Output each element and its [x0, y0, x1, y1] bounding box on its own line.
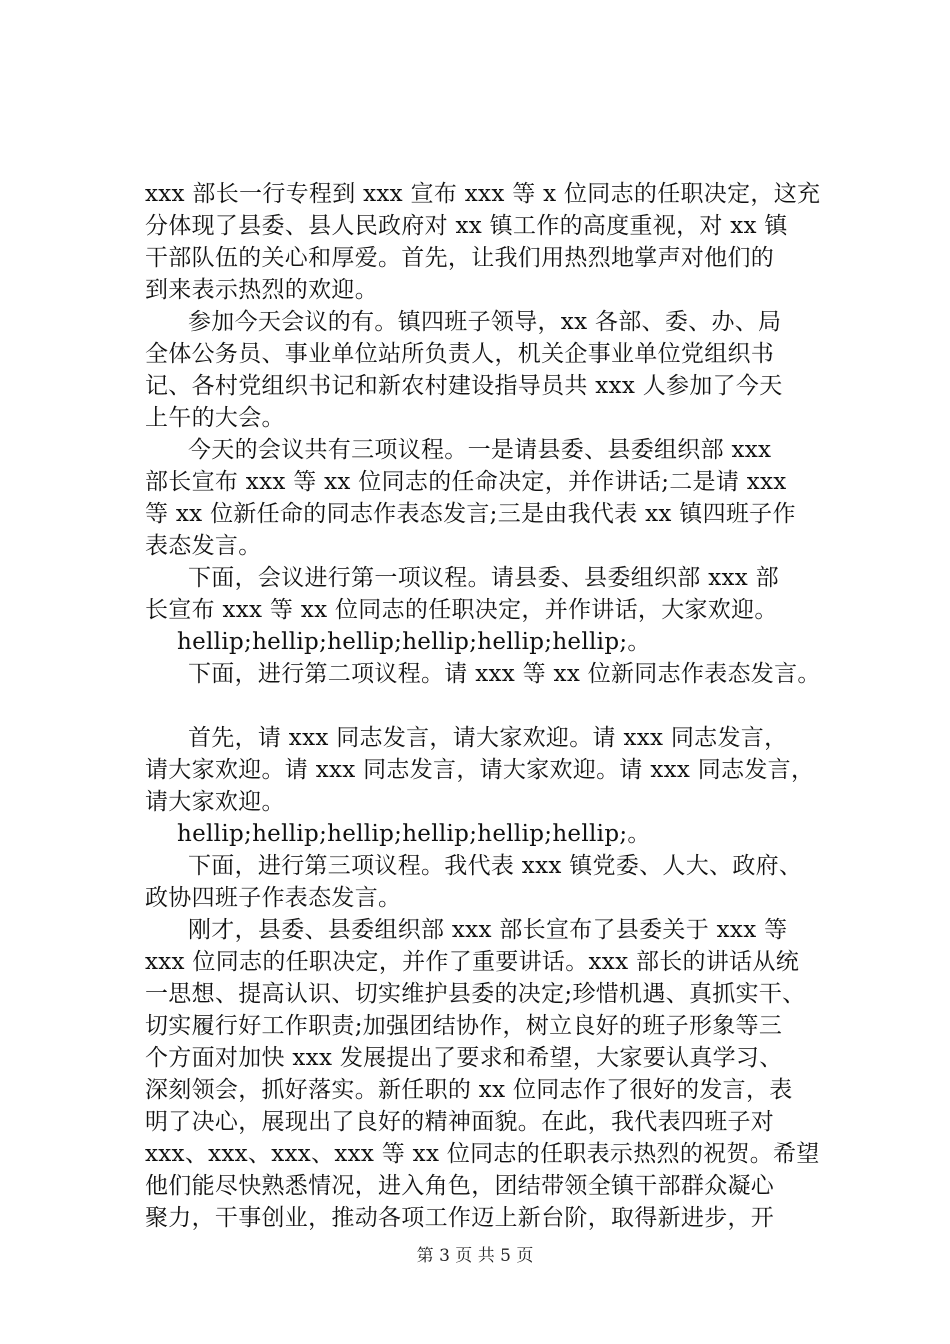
text-line: 上午的大会。 [145, 405, 285, 431]
text-line: 一思想、提高认识、切实维护县委的决定;珍惜机遇、真抓实干、 [145, 981, 806, 1007]
text-line: hellip;hellip;hellip;hellip;hellip;hellip;。 [177, 821, 651, 847]
text-line: 聚力，干事创业，推动各项工作迈上新台阶，取得新进步，开 [145, 1205, 775, 1231]
text-line: 全体公务员、事业单位站所负责人，机关企事业单位党组织书 [145, 341, 775, 367]
text-line: 部长宣布 xxx 等 xx 位同志的任命决定，并作讲话;二是请 xxx [145, 469, 787, 495]
text-line: 下面，会议进行第一项议程。请县委、县委组织部 xxx 部 [188, 565, 779, 591]
text-line: 干部队伍的关心和厚爱。首先，让我们用热烈地掌声对他们的 [145, 245, 775, 271]
text-line: 下面，进行第二项议程。请 xxx 等 xx 位新同志作表态发言。 [188, 661, 821, 687]
text-line: 请大家欢迎。请 xxx 同志发言，请大家欢迎。请 xxx 同志发言， [145, 757, 815, 783]
text-line: 明了决心，展现出了良好的精神面貌。在此，我代表四班子对 [145, 1109, 775, 1135]
text-line: 记、各村党组织书记和新农村建设指导员共 xxx 人参加了今天 [145, 373, 783, 399]
text-line: hellip;hellip;hellip;hellip;hellip;hellip;。 [177, 629, 651, 655]
text-line: 切实履行好工作职责;加强团结协作，树立良好的班子形象等三 [145, 1013, 783, 1039]
text-line: 首先，请 xxx 同志发言，请大家欢迎。请 xxx 同志发言， [188, 725, 788, 751]
text-line: 刚才，县委、县委组织部 xxx 部长宣布了县委关于 xxx 等 [188, 917, 788, 943]
text-line: 深刻领会，抓好落实。新任职的 xx 位同志作了很好的发言，表 [145, 1077, 793, 1103]
text-line: 表态发言。 [145, 533, 262, 559]
text-line: 今天的会议共有三项议程。一是请县委、县委组织部 xxx [188, 437, 772, 463]
text-line: 分体现了县委、县人民政府对 xx 镇工作的高度重视，对 xx 镇 [145, 213, 788, 239]
page-number-footer: 第 3 页 共 5 页 [416, 1246, 534, 1266]
text-line: 长宣布 xxx 等 xx 位同志的任职决定，并作讲话，大家欢迎。 [145, 597, 778, 623]
text-line: 请大家欢迎。 [145, 789, 285, 815]
text-line: 下面，进行第三项议程。我代表 xxx 镇党委、人大、政府、 [188, 853, 803, 879]
text-line: 他们能尽快熟悉情况，进入角色，团结带领全镇干部群众凝心 [145, 1173, 775, 1199]
text-line: xxx 位同志的任职决定，并作了重要讲话。xxx 部长的讲话从统 [145, 949, 800, 975]
text-line: xxx 部长一行专程到 xxx 宣布 xxx 等 x 位同志的任职决定，这充 [145, 181, 821, 207]
text-line: 等 xx 位新任命的同志作表态发言;三是由我代表 xx 镇四班子作 [145, 501, 796, 527]
text-line: xxx、xxx、xxx、xxx 等 xx 位同志的任职表示热烈的祝贺。希望 [145, 1141, 820, 1167]
text-line: 参加今天会议的有。镇四班子领导，xx 各部、委、办、局 [188, 309, 782, 335]
text-line: 政协四班子作表态发言。 [145, 885, 402, 911]
text-line: 个方面对加快 xxx 发展提出了要求和希望，大家要认真学习、 [145, 1045, 783, 1071]
text-line: 到来表示热烈的欢迎。 [145, 277, 378, 303]
